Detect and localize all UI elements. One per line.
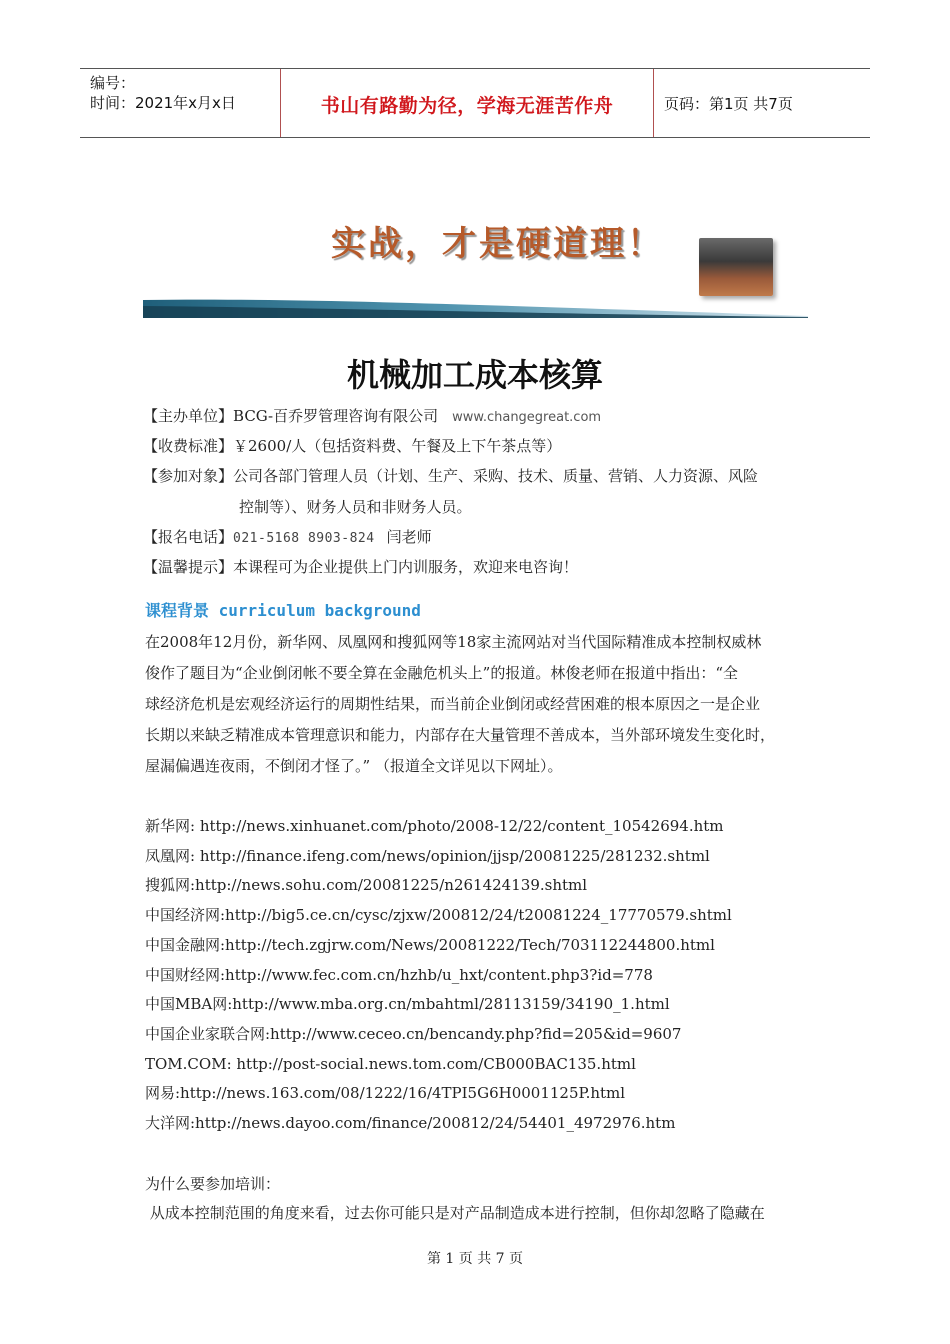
time-label: 时间：2021年x月x日 — [90, 94, 236, 112]
news-link[interactable]: 新华网: http://news.xinhuanet.com/photo/2008-12/22/content_10542694.htm — [145, 817, 724, 835]
info-label: 【收费标准】 — [143, 437, 234, 455]
info-value: 公司各部门管理人员（计划、生产、采购、技术、质量、营销、人力资源、风险 — [233, 467, 759, 485]
info-value: 本课程可为企业提供上门内训服务，欢迎来电咨询！ — [233, 558, 579, 576]
page-footer: 第 1 页 共 7 页 — [426, 1251, 524, 1267]
phone-number: 021-5168 8903-824 — [233, 531, 375, 546]
header-meta — [90, 73, 236, 113]
info-row-fee — [143, 436, 561, 456]
news-link[interactable]: 网易:http://news.163.com/08/1222/16/4TPI5G6H0001125P.html — [145, 1084, 626, 1103]
info-label: 【温馨提示】 — [143, 558, 234, 576]
info-value: BCG-百乔罗管理咨询有限公司 — [233, 407, 439, 425]
banner-wave-graphic — [143, 296, 808, 318]
why-heading: 为什么要参加培训： — [145, 1175, 281, 1193]
info-row-organizer — [143, 406, 601, 428]
header-motto: 书山有路勤为径，学海无涯苦作舟 — [320, 95, 614, 117]
contact-person: 闫老师 — [386, 528, 432, 546]
header-divider — [653, 69, 654, 137]
number-label: 编号： — [90, 74, 136, 92]
website-url: www.changegreat.com — [452, 410, 602, 425]
paragraph-line: 屋漏偏遇连夜雨，不倒闭才怪了。” （报道全文详见以下网址）。 — [145, 757, 563, 775]
news-link[interactable]: 中国经济网:http://big5.ce.cn/cysc/zjxw/200812/24/t20081224_17770579.shtml — [145, 906, 732, 925]
info-value: 控制等）、财务人员和非财务人员。 — [239, 498, 472, 516]
info-row-audience — [143, 466, 758, 486]
info-row-audience-cont — [239, 497, 472, 517]
info-label: 【参加对象】 — [143, 467, 234, 485]
banner — [143, 200, 808, 318]
paragraph-line: 长期以来缺乏精准成本管理意识和能力，内部存在大量管理不善成本，当外部环境发生变化时， — [145, 726, 776, 744]
background-paragraph — [145, 627, 825, 782]
news-link[interactable]: 凤凰网: http://finance.ifeng.com/news/opinion/jjsp/20081225/281232.shtml — [145, 846, 710, 865]
info-value: ￥2600/人（包括资料费、午餐及上下午茶点等） — [233, 437, 562, 455]
news-link[interactable]: 中国企业家联合网:http://www.ceceo.cn/bencandy.php?fid=205&id=9607 — [145, 1024, 682, 1043]
why-text: 从成本控制范围的角度来看，过去你可能只是对产品制造成本进行控制，但你却忽略了隐藏在 — [145, 1204, 765, 1222]
news-link-list — [145, 812, 732, 1139]
news-link[interactable]: 搜狐网:http://news.sohu.com/20081225/n261424139.shtml — [145, 876, 588, 895]
meeting-photo — [699, 238, 773, 296]
banner-slogan: 实战，才是硬道理！ — [331, 224, 664, 264]
news-link[interactable]: 中国财经网:http://www.fec.com.cn/hzhb/u_hxt/content.php3?id=778 — [145, 965, 653, 984]
paragraph-line: 球经济危机是宏观经济运行的周期性结果，而当前企业倒闭或经营困难的根本原因之一是企业 — [145, 695, 761, 713]
news-link[interactable]: 中国MBA网:http://www.mba.org.cn/mbahtml/28113159/34190_1.html — [145, 995, 670, 1014]
document-header — [80, 68, 870, 138]
news-link[interactable]: 中国金融网:http://tech.zgjrw.com/News/20081222/Tech/703112244800.html — [145, 935, 715, 954]
section-title: 课程背景 curriculum background — [145, 601, 421, 620]
why-attend-section — [145, 1170, 765, 1228]
page-title: 机械加工成本核算 — [346, 356, 603, 394]
page-number-label: 页码：第1页 共7页 — [664, 95, 793, 113]
news-link[interactable]: 大洋网:http://news.dayoo.com/finance/200812/24/54401_4972976.htm — [145, 1114, 676, 1133]
paragraph-line: 在2008年12月份，新华网、凤凰网和搜狐网等18家主流网站对当代国际精准成本控制权威林 — [145, 633, 762, 651]
header-divider — [280, 69, 281, 137]
news-link[interactable]: TOM.COM: http://post-social.news.tom.com/CB000BAC135.html — [145, 1054, 636, 1073]
paragraph-line: 俊作了题目为“企业倒闭帐不要全算在金融危机头上”的报道。林俊老师在报道中指出：“全 — [145, 664, 739, 682]
info-row-tip — [143, 557, 578, 577]
info-label: 【主办单位】 — [143, 407, 234, 425]
info-label: 【报名电话】 — [143, 528, 234, 546]
info-row-phone — [143, 527, 432, 549]
